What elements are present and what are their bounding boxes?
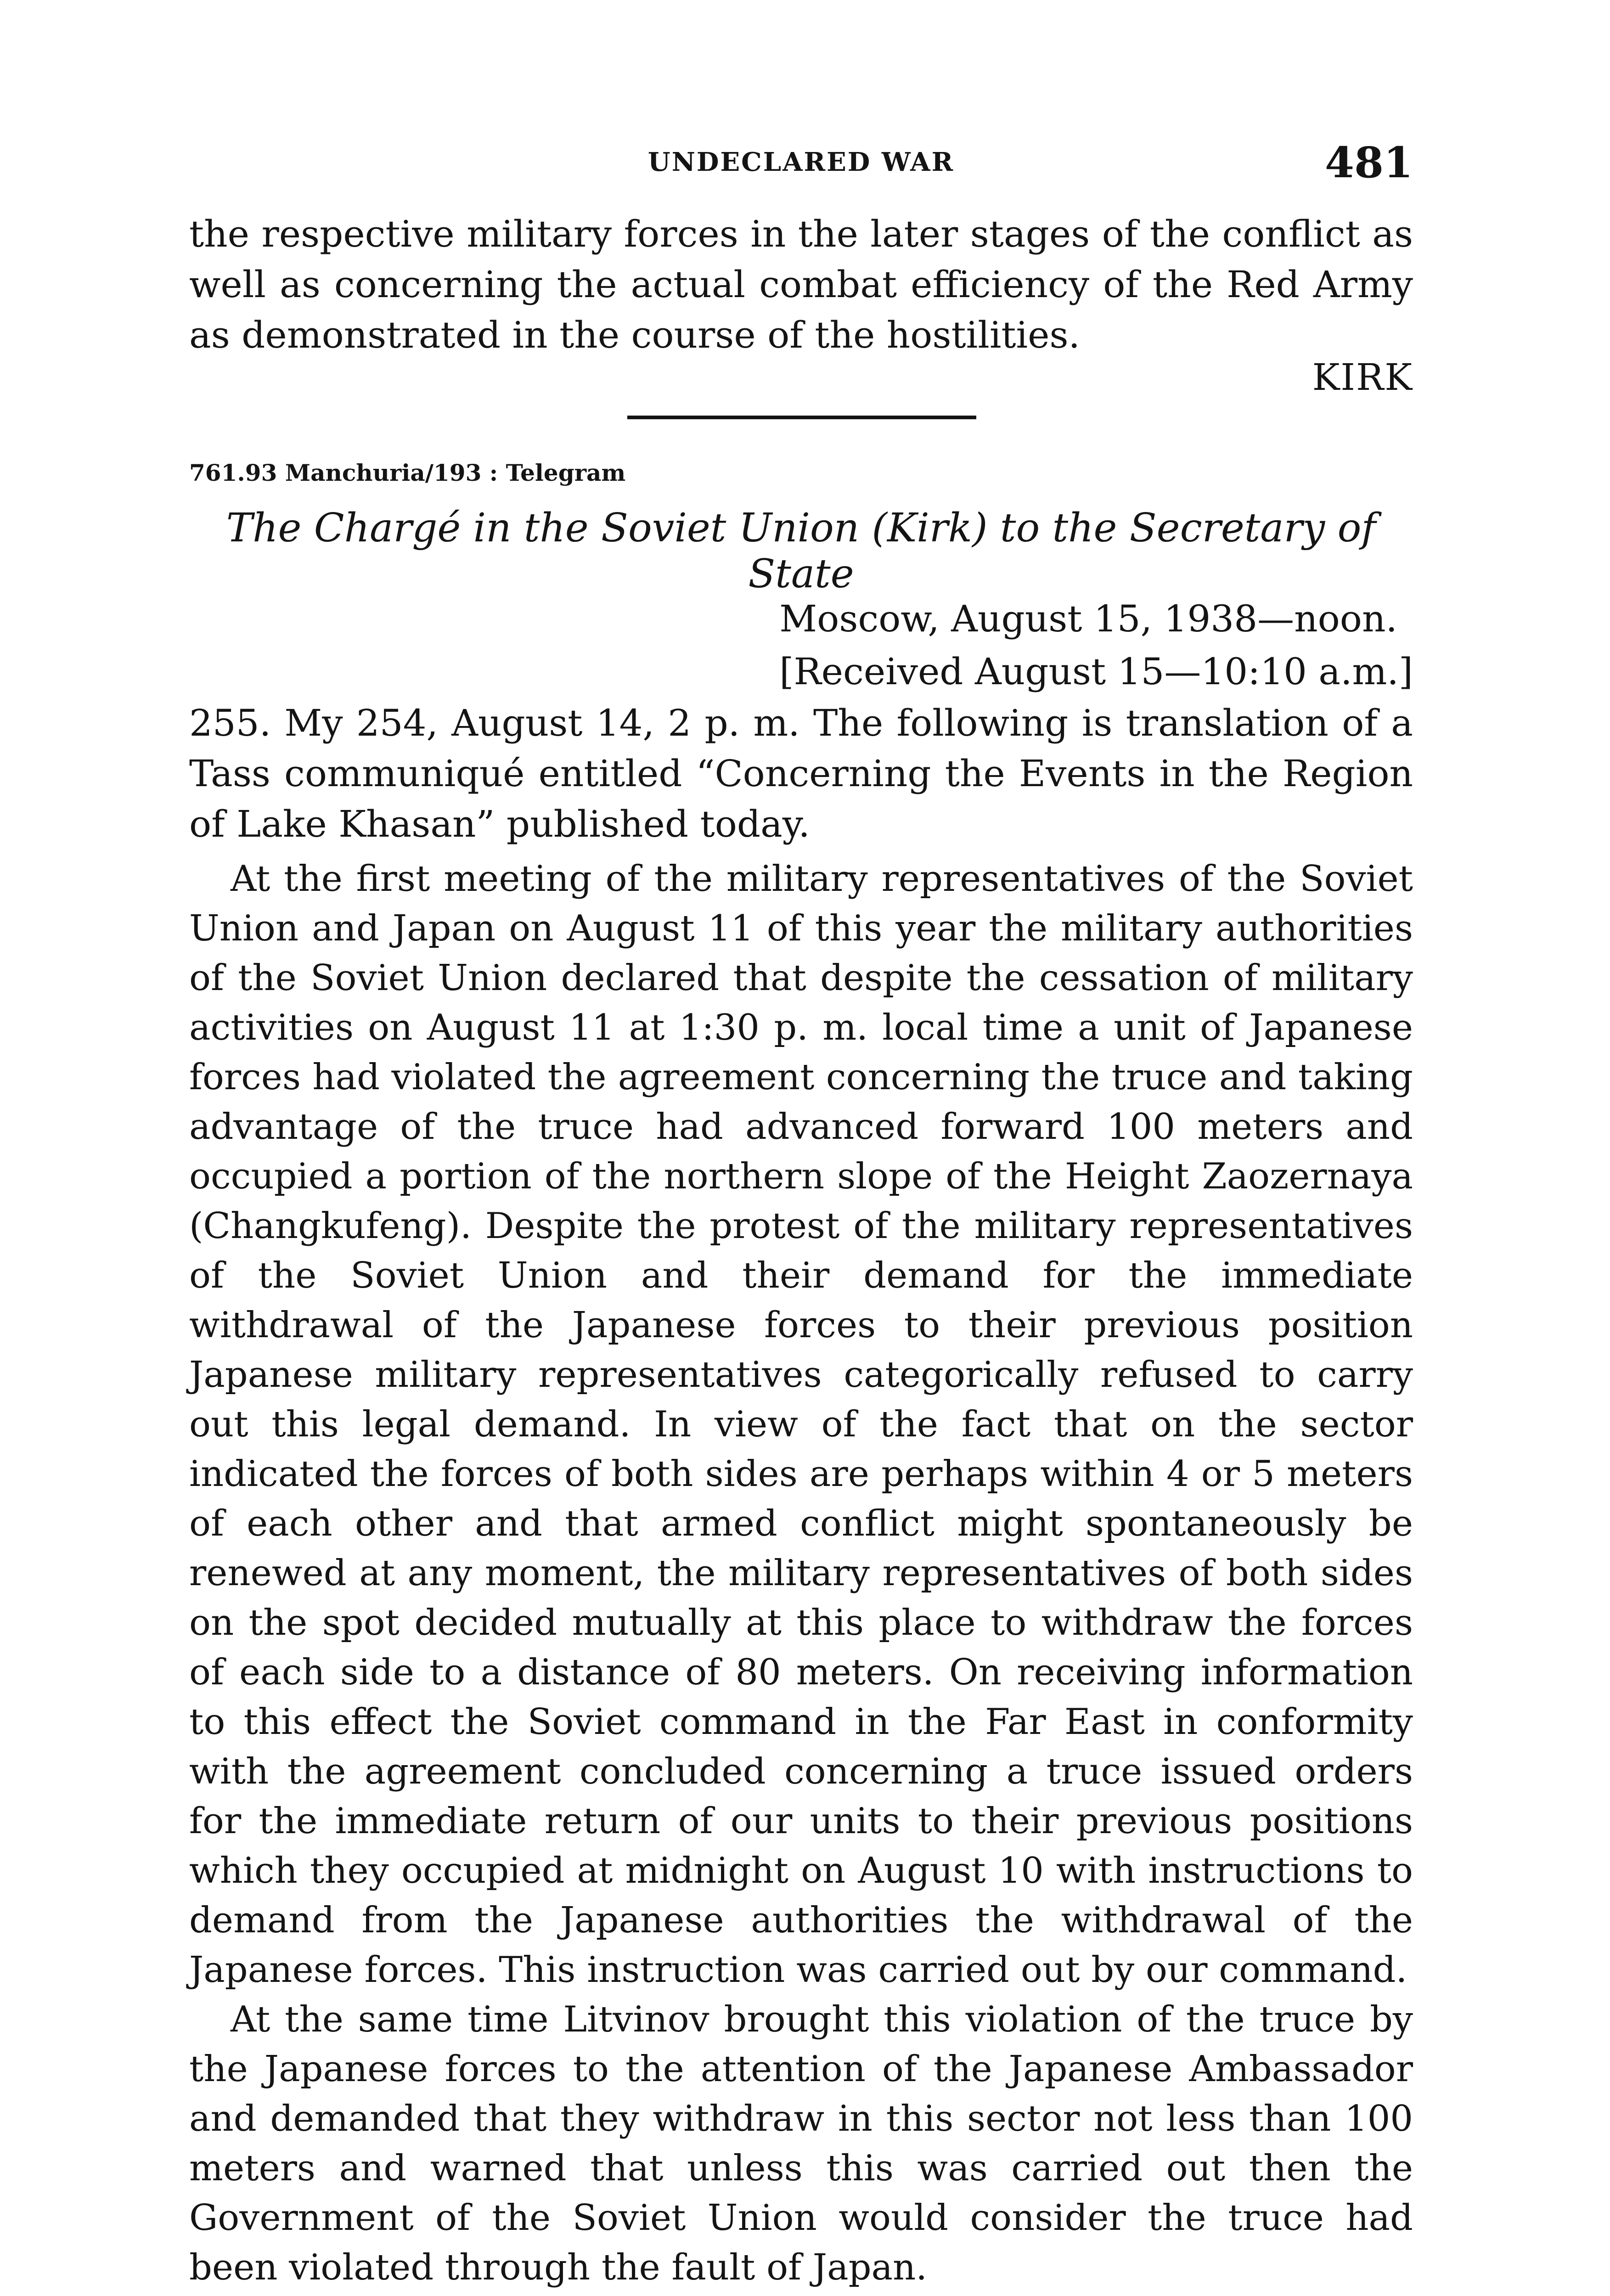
- running-head: UNDECLARED WAR: [647, 147, 955, 177]
- telegram-body: [189, 854, 1413, 2296]
- received-line: [Received August 15—10:10 a.m.]: [779, 650, 1413, 693]
- intro-paragraph: 255. My 254, August 14, 2 p. m. The following is translation of a Tass communiqué entitled “Concerning the Events in the Region of Lake Khasan” published today.: [189, 702, 1413, 845]
- place-date: Moscow, August 15, 1938—noon.: [779, 597, 1397, 640]
- section-divider: [627, 416, 976, 419]
- body-paragraph: At the first meeting of the military representatives of the Soviet Union and Japan on August 11 of this year the military authorities of the Soviet Union declared that despite the cessation of military activities on August 11 at 1:30 p. m. local time a unit of Japanese forces had violated the agreement concerning the truce and taking advantage of the truce had advanced forward 100 meters and occupied a portion of the northern slope of the Height Zaozernaya (Changkufeng). Despite the protest of the military representatives of the Soviet Union and their demand for the immediate withdrawal of the Japanese forces to their previous position Japanese military representatives categorically refused to carry out this legal demand. In view of the fact that on the sector indicated the forces of both sides are perhaps within 4 or 5 meters of each other and that armed conflict might spontaneously be renewed at any moment, the military representatives of both sides on the spot decided mutually at this place to withdraw the forces of each side to a distance of 80 meters. On receiving information to this effect the Soviet command in the Far East in conformity with the agreement concluded concerning a truce issued orders for the immediate return of our units to their previous positions which they occupied at midnight on August 10 with instructions to demand from the Japanese authorities the withdrawal of the Japanese forces. This instruction was carried out by our command.: [189, 858, 1413, 1991]
- file-reference: 761.93 Manchuria/193 : Telegram: [189, 459, 626, 486]
- document-title: The Chargé in the Soviet Union (Kirk) to the Secretary of State: [226, 505, 1376, 597]
- body-paragraph: At the same time Litvinov brought this violation of the truce by the Japanese forces to the attention of the Japanese Ambassador and demanded that they withdraw in this sector not less than 100 meters and warned that unless this was carried out then the Government of the Soviet Union would consider the truce had been violated through the fault of Japan.: [189, 1999, 1413, 2288]
- page-header: [189, 138, 1413, 193]
- signature: KIRK: [1312, 356, 1413, 399]
- continuation-paragraph: the respective military forces in the later stages of the conflict as well as concerning the actual combat efficiency of the Red Army as demonstrated in the course of the hostilities.: [189, 213, 1413, 356]
- page-number: 481: [1324, 138, 1413, 187]
- dateline: [779, 592, 1413, 698]
- body-paragraph: [189, 2292, 1413, 2296]
